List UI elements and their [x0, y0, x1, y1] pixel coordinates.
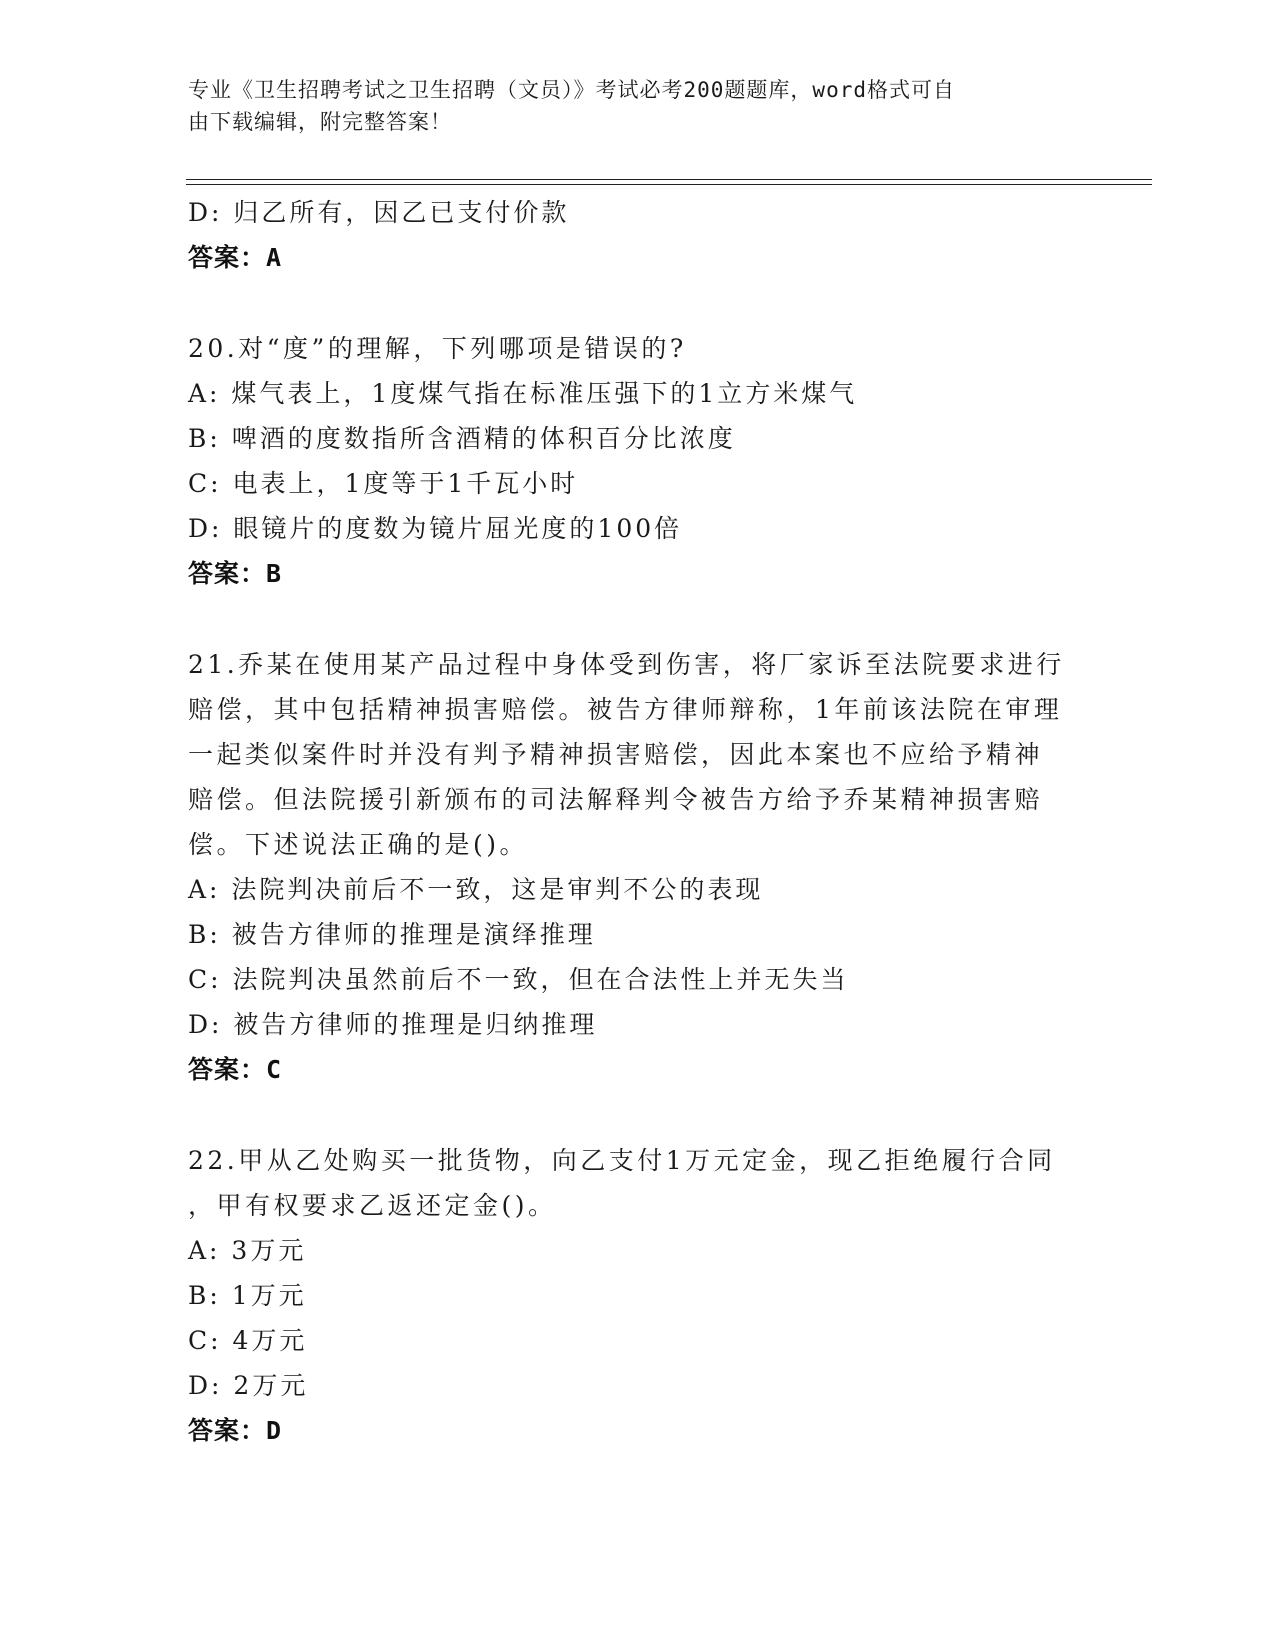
- option-d: D: 被告方律师的推理是归纳推理: [188, 1010, 598, 1039]
- option-b: B: 啤酒的度数指所含酒精的体积百分比浓度: [188, 424, 736, 453]
- question-text-line: 赔偿。但法院援引新颁布的司法解释判令被告方给予乔某精神损害赔: [188, 785, 1044, 814]
- answer-label: 答案：A: [188, 243, 283, 272]
- header-title-line1: 专业《卫生招聘考试之卫生招聘（文员）》考试必考200题题库，word格式可自: [188, 78, 955, 102]
- question-block-21: [188, 642, 1088, 1092]
- spacer: [188, 280, 1088, 326]
- question-text-line: 21.乔某在使用某产品过程中身体受到伤害，将厂家诉至法院要求进行: [188, 650, 1065, 679]
- header-title-line2: 由下载编辑，附完整答案！: [188, 110, 452, 134]
- question-text-line: 偿。下述说法正确的是()。: [188, 830, 529, 859]
- spacer: [188, 596, 1088, 642]
- option-a: A: 3万元: [188, 1236, 307, 1265]
- question-block-22: [188, 1138, 1088, 1453]
- option-d: D: 眼镜片的度数为镜片屈光度的100倍: [188, 514, 683, 543]
- option-c: C: 电表上，1度等于1千瓦小时: [188, 469, 579, 498]
- option-b: B: 被告方律师的推理是演绎推理: [188, 920, 596, 949]
- option-a: A: 法院判决前后不一致，这是审判不公的表现: [188, 875, 764, 904]
- option-d: D: 2万元: [188, 1371, 309, 1400]
- option-c: C: 4万元: [188, 1326, 308, 1355]
- answer-label: 答案：C: [188, 1055, 283, 1084]
- question-text-line: ，甲有权要求乙返还定金()。: [188, 1191, 557, 1220]
- question-text-line: 一起类似案件时并没有判予精神损害赔偿，因此本案也不应给予精神: [188, 740, 1044, 769]
- option-a: A: 煤气表上，1度煤气指在标准压强下的1立方米煤气: [188, 379, 858, 408]
- question-list: [188, 190, 1088, 1453]
- answer-label: 答案：B: [188, 559, 283, 588]
- spacer: [188, 1092, 1088, 1138]
- question-block-prev: [188, 190, 1088, 280]
- question-text-line: 赔偿，其中包括精神损害赔偿。被告方律师辩称，1年前该法院在审理: [188, 695, 1063, 724]
- header-divider-bottom: [186, 184, 1152, 185]
- question-block-20: [188, 326, 1088, 596]
- question-text-line: 22.甲从乙处购买一批货物，向乙支付1万元定金，现乙拒绝履行合同: [188, 1146, 1056, 1175]
- answer-label: 答案：D: [188, 1416, 283, 1445]
- option-d: D: 归乙所有，因乙已支付价款: [188, 198, 570, 227]
- question-text: 20.对“度”的理解，下列哪项是错误的?: [188, 334, 687, 363]
- header-divider-top: [186, 179, 1152, 180]
- option-c: C: 法院判决虽然前后不一致，但在合法性上并无失当: [188, 965, 849, 994]
- page-header: [188, 74, 1068, 138]
- option-b: B: 1万元: [188, 1281, 307, 1310]
